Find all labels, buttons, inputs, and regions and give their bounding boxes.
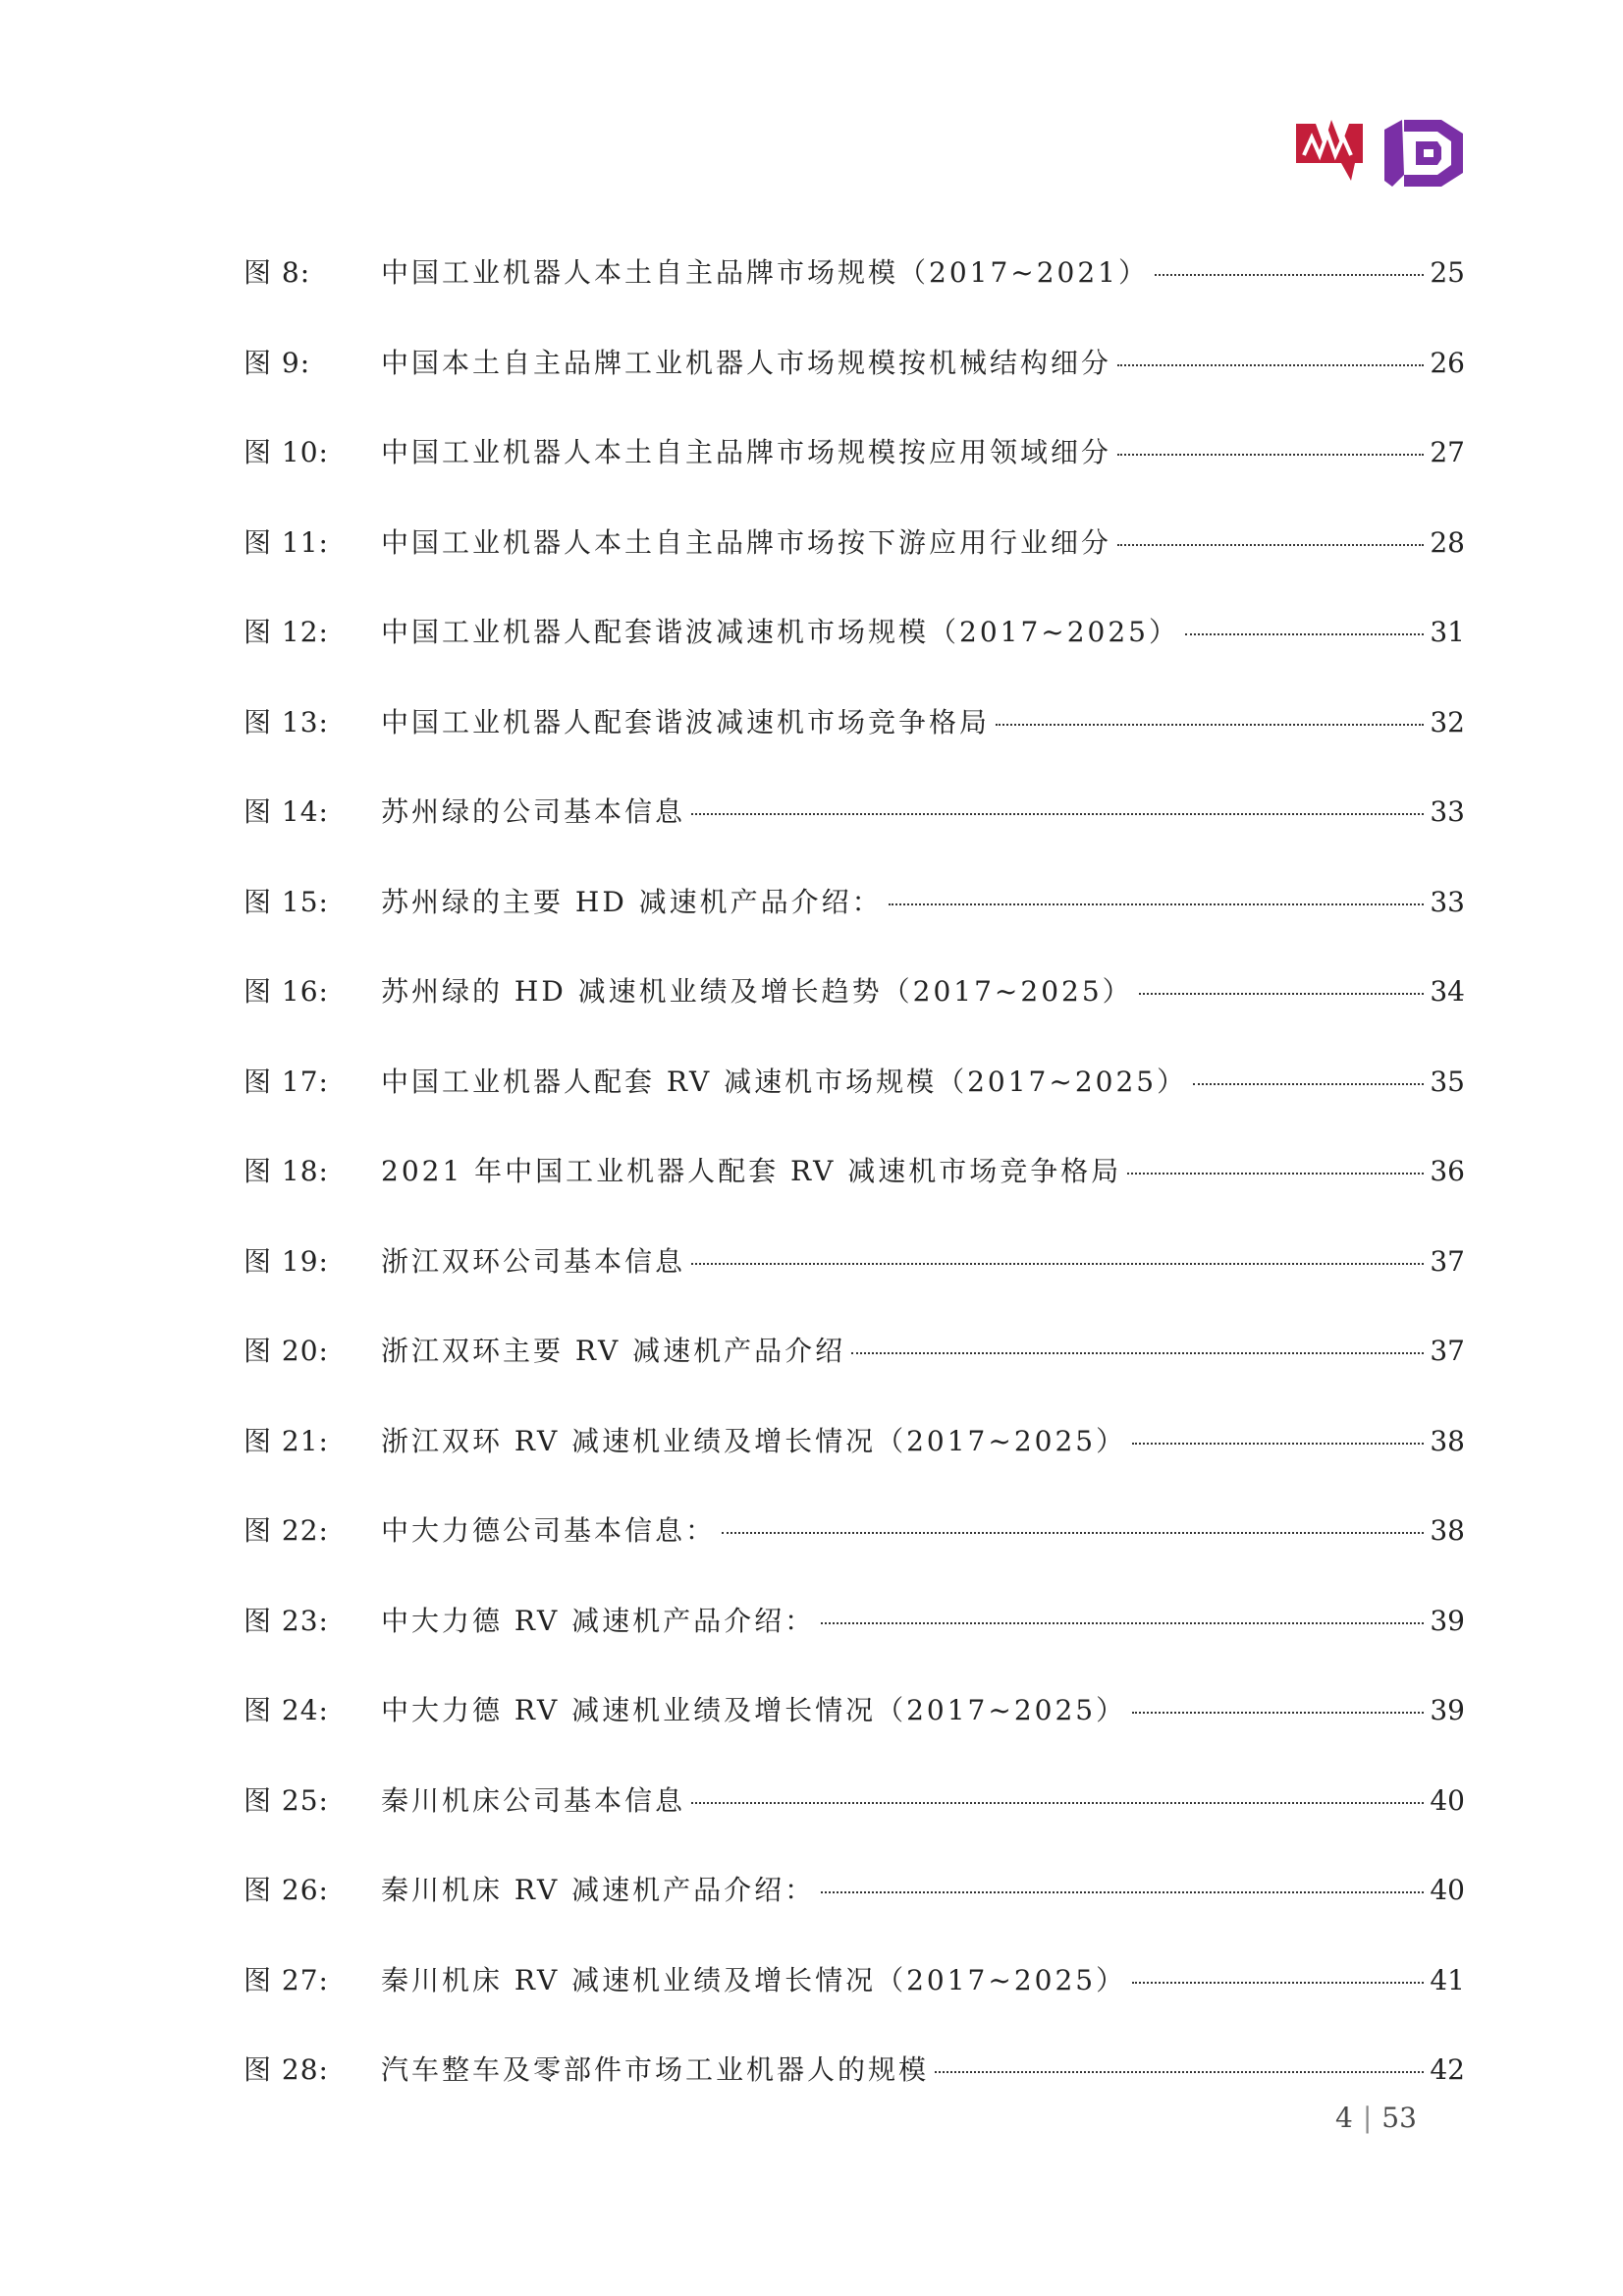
toc-entry-title: 汽车整车及零部件市场工业机器人的规模 <box>381 2053 930 2086</box>
toc-entry-leader-dots <box>935 2071 1424 2073</box>
toc-entry[interactable] <box>243 1951 1465 2042</box>
toc-entry-leader-dots <box>1185 633 1424 635</box>
toc-entry-leader-dots <box>1193 1083 1424 1085</box>
toc-entry[interactable] <box>243 1681 1465 1772</box>
toc-entry-title: 中大力德 RV 减速机业绩及增长情况（2017~2025） <box>381 1694 1127 1726</box>
toc-entry-title: 中国工业机器人本土自主品牌市场按下游应用行业细分 <box>381 525 1112 559</box>
toc-entry-number: 图 10: <box>243 436 329 468</box>
toc-entry-page: 33 <box>1430 795 1465 828</box>
toc-entry[interactable] <box>243 873 1465 963</box>
toc-entry[interactable] <box>243 1053 1465 1143</box>
toc-entry[interactable] <box>243 1322 1465 1412</box>
toc-entry-number: 图 18: <box>243 1155 329 1187</box>
toc-entry-title: 秦川机床 RV 减速机业绩及增长情况（2017~2025） <box>381 1963 1127 1996</box>
toc-entry[interactable] <box>243 1142 1465 1232</box>
toc-entry-page: 42 <box>1430 2053 1465 2086</box>
toc-entry[interactable] <box>243 1592 1465 1682</box>
toc-entry-number: 图 11: <box>243 525 329 559</box>
toc-entry-leader-dots <box>821 1891 1424 1893</box>
toc-entry[interactable] <box>243 1861 1465 1951</box>
toc-entry-number: 图 17: <box>243 1065 329 1098</box>
toc-entry-title: 苏州绿的公司基本信息 <box>381 795 686 828</box>
toc-entry-leader-dots <box>691 813 1424 815</box>
toc-entry-page: 37 <box>1430 1244 1465 1278</box>
toc-entry-page: 38 <box>1430 1514 1465 1547</box>
toc-entry-title: 中国本土自主品牌工业机器人市场规模按机械结构细分 <box>381 346 1112 379</box>
toc-entry-number: 图 16: <box>243 975 329 1008</box>
toc-entry-title: 2021 年中国工业机器人配套 RV 减速机市场竞争格局 <box>381 1155 1122 1187</box>
toc-entry-number: 图 12: <box>243 616 329 648</box>
toc-entry-page: 33 <box>1430 885 1465 918</box>
toc-entry-number: 图 23: <box>243 1604 329 1637</box>
toc-entry-number: 图 20: <box>243 1335 329 1367</box>
toc-entry-title: 中国工业机器人配套 RV 减速机市场规模（2017~2025） <box>381 1065 1188 1098</box>
toc-entry-leader-dots <box>1132 1982 1424 1984</box>
toc-entry-page: 31 <box>1430 616 1465 648</box>
page-number: 4 <box>1335 2102 1353 2134</box>
toc-entry[interactable] <box>243 1772 1465 1862</box>
toc-entry[interactable] <box>243 514 1465 604</box>
toc-entry-leader-dots <box>1117 364 1424 366</box>
toc-entry-title: 中大力德公司基本信息： <box>381 1514 717 1547</box>
toc-entry-title: 浙江双环主要 RV 减速机产品介绍 <box>381 1335 846 1367</box>
toc-entry-page: 39 <box>1430 1604 1465 1637</box>
toc-entry-page: 38 <box>1430 1424 1465 1457</box>
toc-entry[interactable] <box>243 1412 1465 1503</box>
toc-list <box>243 244 1465 2131</box>
toc-entry-page: 32 <box>1430 705 1465 738</box>
toc-entry-page: 37 <box>1430 1335 1465 1367</box>
toc-entry-page: 26 <box>1430 346 1465 379</box>
toc-entry-title: 浙江双环公司基本信息 <box>381 1244 686 1278</box>
toc-entry[interactable] <box>243 693 1465 784</box>
toc-entry-page: 40 <box>1430 1783 1465 1817</box>
toc-entry-title: 中大力德 RV 减速机产品介绍： <box>381 1604 816 1637</box>
page-footer <box>1335 2102 1417 2134</box>
toc-entry-page: 35 <box>1430 1065 1465 1098</box>
toc-entry[interactable] <box>243 244 1465 334</box>
toc-entry-page: 25 <box>1430 256 1465 289</box>
toc-entry[interactable] <box>243 603 1465 693</box>
toc-entry-title: 苏州绿的主要 HD 减速机产品介绍： <box>381 885 883 918</box>
toc-entry-number: 图 21: <box>243 1424 329 1457</box>
toc-entry-page: 39 <box>1430 1694 1465 1726</box>
toc-entry-leader-dots <box>1132 1712 1424 1714</box>
toc-entry-page: 41 <box>1430 1963 1465 1996</box>
company-logo <box>1294 116 1465 194</box>
toc-entry-number: 图 26: <box>243 1874 329 1906</box>
toc-entry-title: 中国工业机器人本土自主品牌市场规模（2017~2021） <box>381 256 1149 289</box>
toc-entry[interactable] <box>243 423 1465 514</box>
toc-entry-number: 图 27: <box>243 1963 329 1996</box>
toc-entry-leader-dots <box>851 1352 1424 1354</box>
toc-entry-number: 图 22: <box>243 1514 329 1547</box>
toc-entry-leader-dots <box>1117 544 1424 546</box>
toc-entry-page: 40 <box>1430 1874 1465 1906</box>
toc-entry-number: 图 25: <box>243 1783 329 1817</box>
toc-entry[interactable] <box>243 783 1465 873</box>
toc-entry[interactable] <box>243 1232 1465 1323</box>
toc-entry-page: 28 <box>1430 525 1465 559</box>
toc-entry-number: 图 28: <box>243 2053 329 2086</box>
toc-entry-title: 秦川机床 RV 减速机产品介绍： <box>381 1874 816 1906</box>
toc-entry-title: 苏州绿的 HD 减速机业绩及增长趋势（2017~2025） <box>381 975 1133 1008</box>
toc-entry-number: 图 19: <box>243 1244 329 1278</box>
toc-entry-title: 中国工业机器人配套谐波减速机市场竞争格局 <box>381 705 991 738</box>
toc-entry-title: 秦川机床公司基本信息 <box>381 1783 686 1817</box>
toc-entry-leader-dots <box>1117 454 1424 456</box>
toc-entry-leader-dots <box>821 1622 1424 1624</box>
toc-entry-number: 图 8: <box>243 256 311 289</box>
toc-entry-leader-dots <box>722 1532 1424 1534</box>
toc-entry-number: 图 13: <box>243 705 329 738</box>
toc-entry-number: 图 24: <box>243 1694 329 1726</box>
toc-entry[interactable] <box>243 2041 1465 2131</box>
toc-entry-number: 图 15: <box>243 885 329 918</box>
toc-entry-page: 27 <box>1430 436 1465 468</box>
toc-entry-leader-dots <box>1127 1173 1424 1175</box>
toc-entry-title: 中国工业机器人本土自主品牌市场规模按应用领域细分 <box>381 436 1112 468</box>
toc-entry-leader-dots <box>1155 274 1424 276</box>
toc-entry-page: 34 <box>1430 975 1465 1008</box>
toc-entry-leader-dots <box>996 724 1424 726</box>
toc-entry[interactable] <box>243 334 1465 424</box>
toc-entry[interactable] <box>243 962 1465 1053</box>
toc-entry-number: 图 14: <box>243 795 329 828</box>
company-logo-icon <box>1294 116 1465 194</box>
toc-entry-page: 36 <box>1430 1155 1465 1187</box>
page-separator: | <box>1362 2102 1373 2134</box>
toc-entry-leader-dots <box>889 903 1425 905</box>
toc-entry-leader-dots <box>691 1263 1424 1265</box>
toc-entry-leader-dots <box>691 1802 1424 1804</box>
toc-entry-title: 浙江双环 RV 减速机业绩及增长情况（2017~2025） <box>381 1424 1127 1457</box>
toc-entry-leader-dots <box>1139 993 1425 995</box>
page-total: 53 <box>1381 2102 1417 2134</box>
toc-entry-title: 中国工业机器人配套谐波减速机市场规模（2017~2025） <box>381 616 1179 648</box>
toc-entry-number: 图 9: <box>243 346 311 379</box>
toc-entry[interactable] <box>243 1502 1465 1592</box>
toc-entry-leader-dots <box>1132 1443 1424 1445</box>
